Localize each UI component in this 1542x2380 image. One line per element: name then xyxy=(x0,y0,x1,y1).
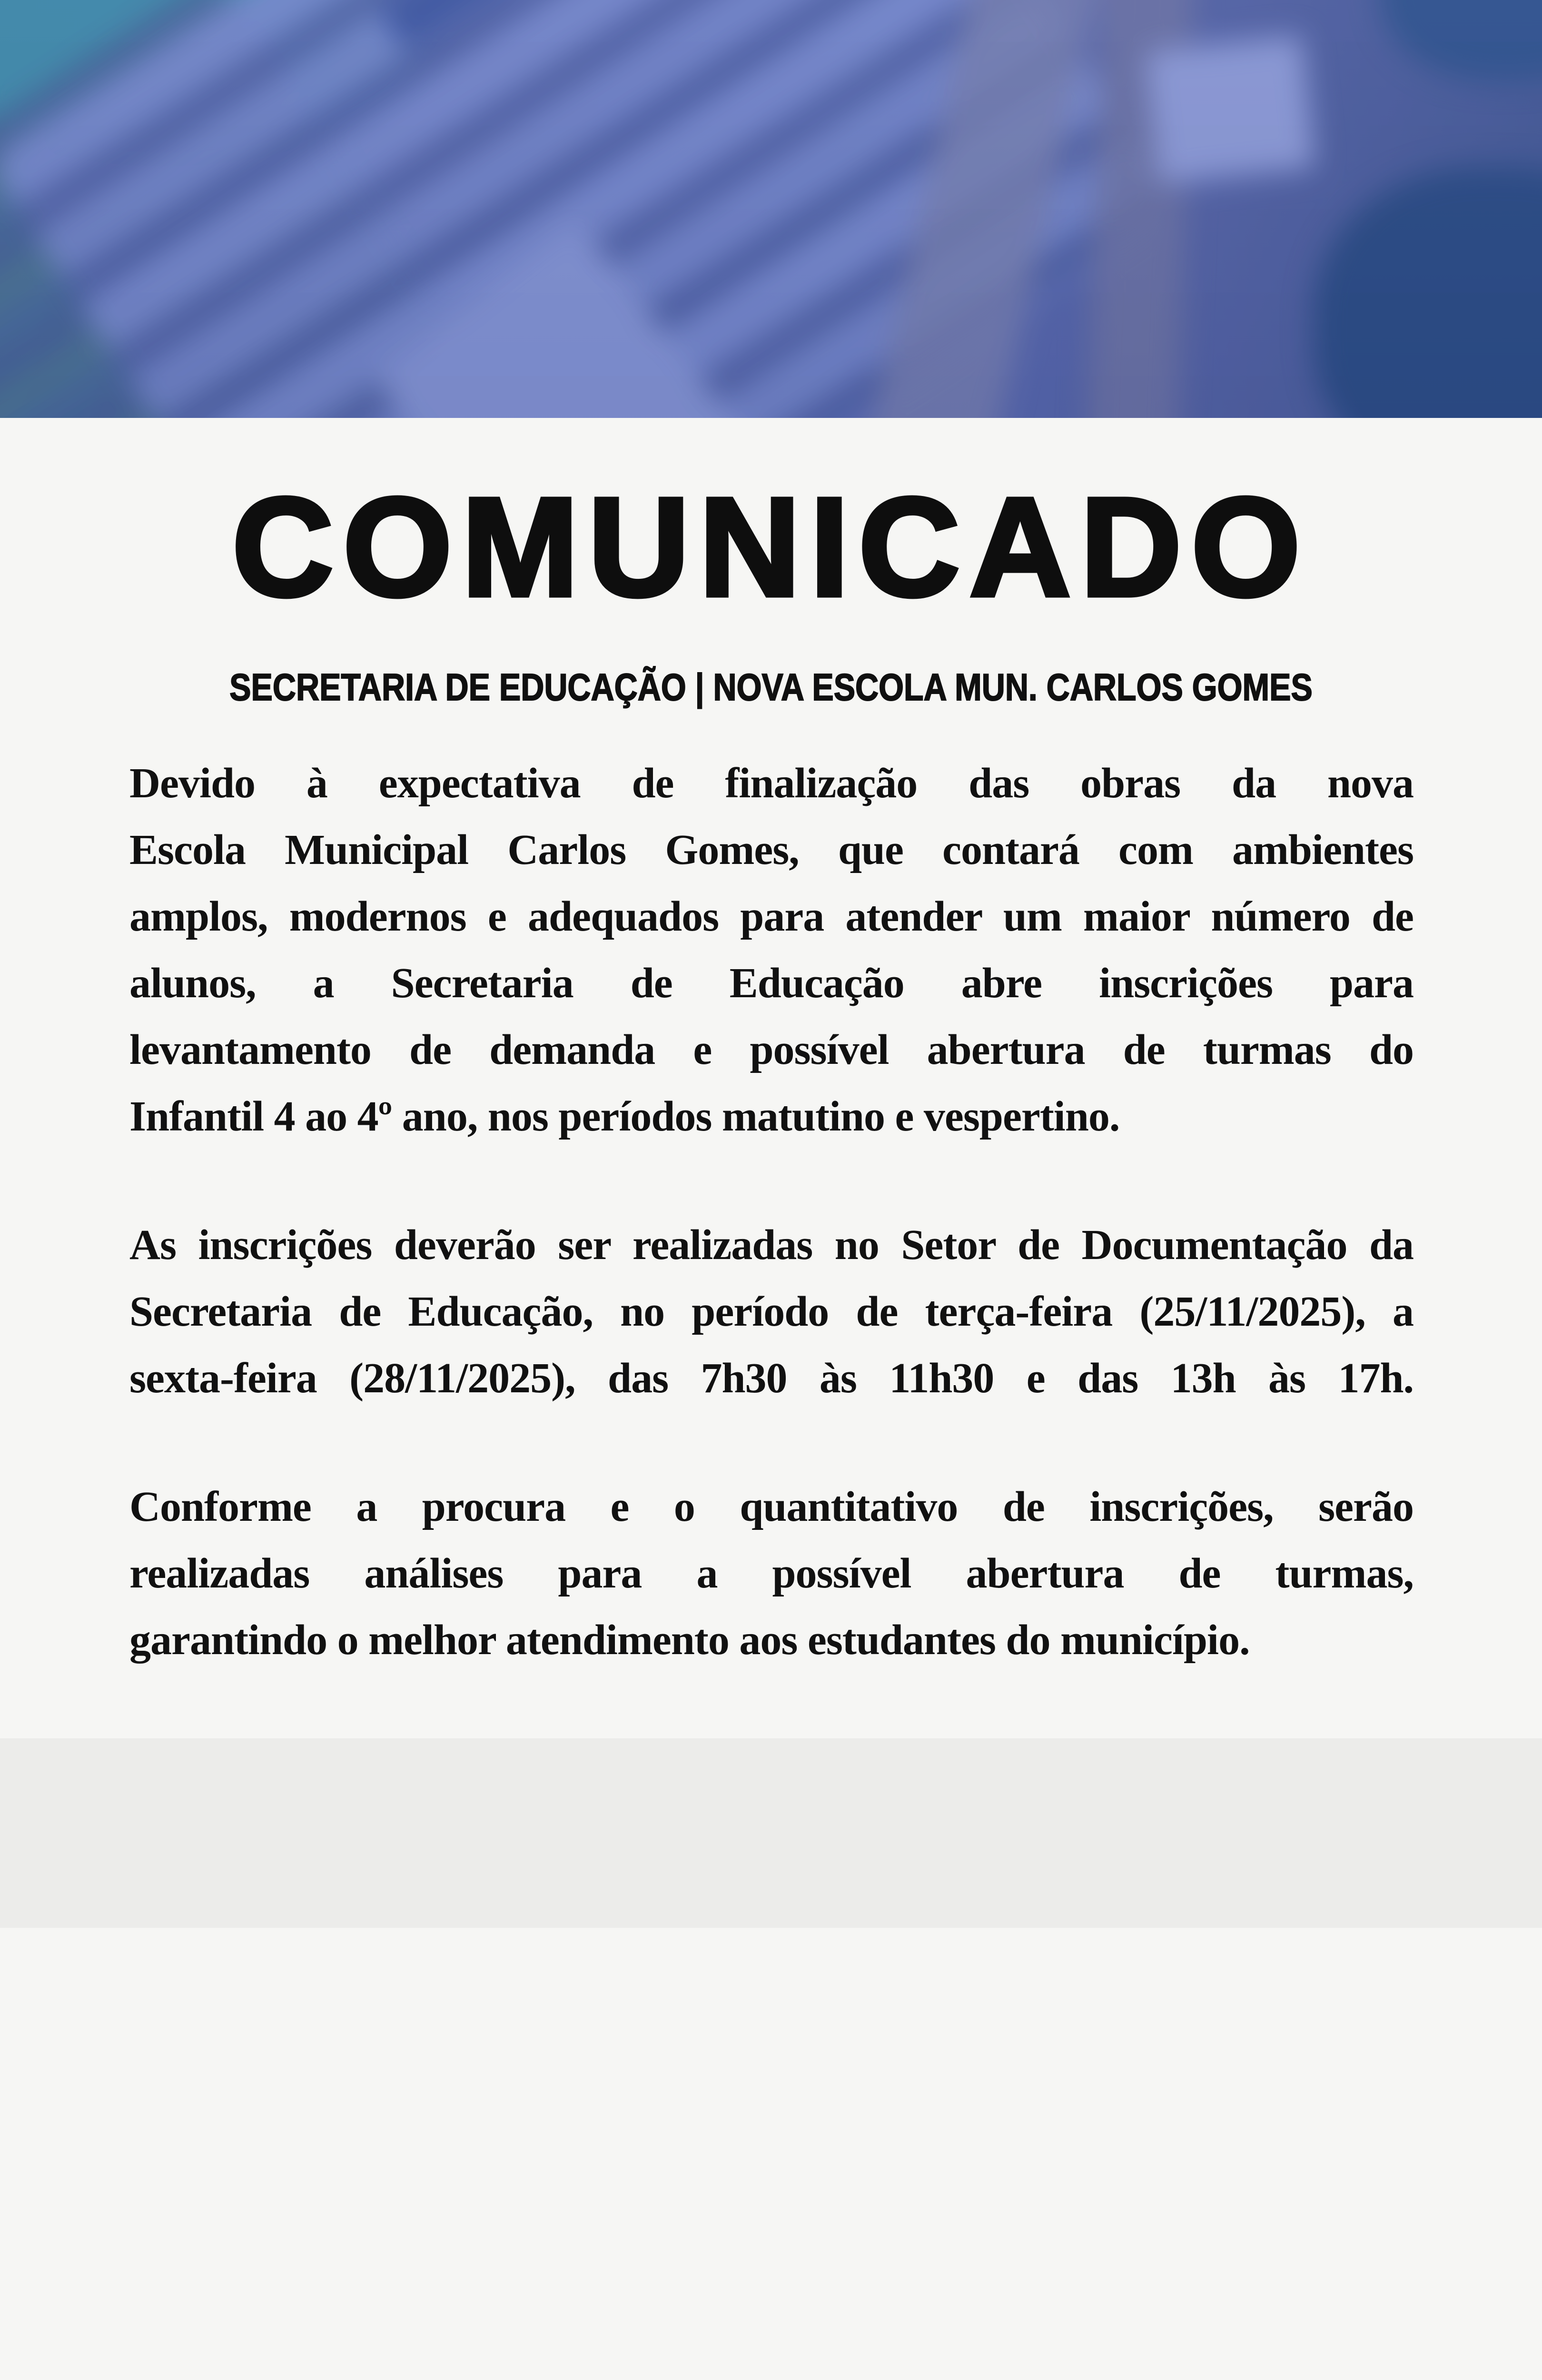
banner-blue-overlay xyxy=(0,0,1542,418)
paragraph xyxy=(129,1212,1414,1412)
paragraph-line: levantamento de demanda e possível abertura de turmas do xyxy=(129,1026,1414,1073)
paragraph xyxy=(129,1474,1414,1674)
footer-band xyxy=(0,1738,1542,1928)
paragraph xyxy=(129,750,1414,1150)
banner-photo xyxy=(0,0,1542,418)
paragraph-line: Devido à expectativa de finalização das obras da nova xyxy=(129,760,1414,807)
paragraph-line: sexta-feira (28/11/2025), das 7h30 às 11h30 e das 13h às 17h. xyxy=(129,1355,1414,1402)
page-subtitle: SECRETARIA DE EDUCAÇÃO | NOVA ESCOLA MUN. CARLOS GOMES xyxy=(229,666,1313,708)
paragraph-line: Escola Municipal Carlos Gomes, que contará com ambientes xyxy=(129,826,1414,873)
body-paragraphs xyxy=(129,750,1414,1735)
paragraph-line: garantindo o melhor atendimento aos estudantes do município. xyxy=(129,1616,1250,1664)
paragraph-line: realizadas análises para a possível abertura de turmas, xyxy=(129,1550,1414,1597)
paragraph-line: Secretaria de Educação, no período de terça-feira (25/11/2025), a xyxy=(129,1288,1414,1335)
paragraph-line: Infantil 4 ao 4º ano, nos períodos matutino e vespertino. xyxy=(129,1093,1120,1140)
paragraph-line: alunos, a Secretaria de Educação abre inscrições para xyxy=(129,960,1414,1007)
paragraph-line: Conforme a procura e o quantitativo de inscrições, serão xyxy=(129,1483,1414,1530)
paragraph-line: amplos, modernos e adequados para atender um maior número de xyxy=(129,893,1414,940)
paragraph-line: As inscrições deverão ser realizadas no Setor de Documentação da xyxy=(129,1221,1414,1269)
page-title: COMUNICADO xyxy=(232,468,1310,625)
